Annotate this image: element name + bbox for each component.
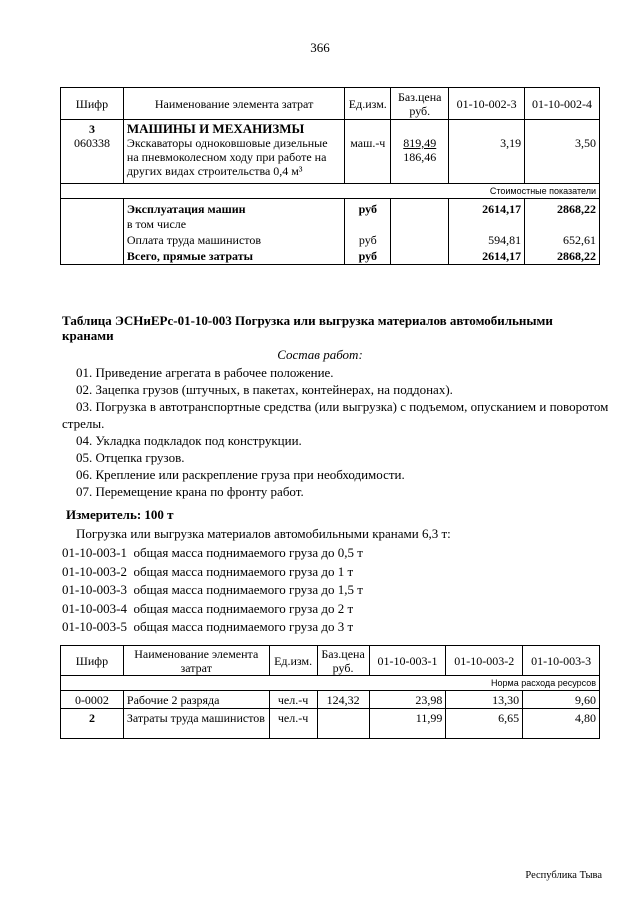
summary-row [61,199,600,217]
summary-name: Эксплуатация машин [123,199,344,217]
measure-label: Измеритель: 100 т [66,507,174,522]
price-top: 819,49 [403,136,437,150]
list-item [62,581,363,600]
summary-name: Оплата труда машинистов [123,233,344,249]
item-text: общая масса поднимаемого груза до 1,5 т [133,582,363,597]
table-caption-line-2: кранами [62,328,114,343]
col-header-price: Баз.цена руб. [391,88,449,120]
item-code: 01-10-003-1 [62,545,127,560]
col-header-unit: Ед.изм. [345,88,391,120]
summary-value-1: 2614,17 [449,199,525,217]
work-step: стрелы. [62,416,105,431]
col-header-norm-2: 01-10-003-2 [446,646,523,676]
norm-value-2: 3,50 [525,120,600,184]
resource-table-1 [60,87,600,265]
resource-name-line-2: на пневмоколесном ходу при работе на [126,150,327,164]
col-header-price: Баз.цена руб. [317,646,369,676]
section-title: МАШИНЫ И МЕХАНИЗМЫ [126,121,305,136]
composition-label: Состав работ: [277,347,363,362]
work-step: 03. Погрузка в автотранспортные средства (или выгрузка) с подъемом, опусканием и поворотом [76,399,609,414]
summary-value-2: 652,61 [525,233,600,249]
cost-caption: Стоимостные показатели [61,184,600,199]
section-code: 3 [88,122,95,136]
item-text: общая масса поднимаемого груза до 3 т [133,619,354,634]
item-code: 01-10-003-2 [62,563,127,579]
work-step: 05. Отцепка грузов. [76,450,185,465]
footer-region: Республика Тыва [525,870,602,881]
row-unit: чел.-ч [269,709,317,739]
col-header-code: Шифр [61,88,124,120]
cost-caption-row [61,184,600,199]
summary-unit: руб [345,249,391,265]
page-number: 366 [310,40,330,55]
summary-row [61,217,600,233]
row-name: Затраты труда машинистов [123,709,269,739]
row-value-3: 4,80 [523,709,600,739]
summary-row [61,249,600,265]
row-name: Рабочие 2 разряда [123,691,269,709]
table-row [61,709,600,739]
col-header-unit: Ед.изм. [269,646,317,676]
col-header-name: Наименование элемента затрат [123,646,269,676]
row-value-2: 6,65 [446,709,523,739]
summary-row [61,233,600,249]
norm-caption-row [61,676,600,691]
table2-header-row [61,646,600,676]
table-caption-line-1: Таблица ЭСНиЕРс-01-10-003 Погрузка или выгрузка материалов автомобильными [62,313,553,328]
item-text: общая масса поднимаемого груза до 2 т [133,600,354,616]
row-value-3: 9,60 [523,691,600,709]
table-row [61,691,600,709]
row-price [317,709,369,739]
summary-unit: руб [345,199,391,217]
row-value-2: 13,30 [446,691,523,709]
summary-value-1: 2614,17 [449,249,525,265]
summary-name: Всего, прямые затраты [123,249,344,265]
row-code: 0-0002 [61,691,124,709]
list-item [62,600,363,619]
item-code: 01-10-003-3 [62,582,127,597]
norm-value-1: 3,19 [449,120,525,184]
list-item [62,563,363,582]
summary-unit: руб [345,233,391,249]
summary-name: в том числе [123,217,344,233]
col-header-norm-2: 01-10-002-4 [525,88,600,120]
summary-value-2: 2868,22 [525,249,600,265]
work-steps [62,364,616,500]
col-header-name: Наименование элемента затрат [123,88,344,120]
row-code: 2 [61,709,124,739]
work-step: 07. Перемещение крана по фронту работ. [76,484,304,499]
summary-value-1: 594,81 [449,233,525,249]
work-step: 04. Укладка подкладок под конструкции. [76,433,302,448]
list-item [62,544,363,563]
item-code: 01-10-003-5 [62,619,127,634]
list-item [62,618,363,637]
work-step: 06. Крепление или раскрепление груза при необходимости. [76,467,405,482]
table1-header-row [61,88,600,120]
row-unit: чел.-ч [269,691,317,709]
resource-unit: маш.-ч [345,120,391,184]
section-intro: Погрузка или выгрузка материалов автомобильными кранами 6,3 т: [76,526,451,541]
price-bottom: 186,46 [403,150,437,164]
item-code: 01-10-003-4 [62,600,127,616]
item-text: общая масса поднимаемого груза до 0,5 т [133,545,363,560]
item-text: общая масса поднимаемого груза до 1 т [133,563,354,579]
col-header-code: Шифр [61,646,124,676]
resource-name-line-1: Экскаваторы одноковшовые дизельные [126,136,328,150]
col-header-norm-3: 01-10-003-3 [523,646,600,676]
machinery-row [61,120,600,184]
item-list [62,544,363,637]
col-header-norm-1: 01-10-002-3 [449,88,525,120]
work-step: 01. Приведение агрегата в рабочее положение. [76,365,334,380]
resource-name-line-3: других видах строительства 0,4 м³ [126,164,303,178]
col-header-norm-1: 01-10-003-1 [369,646,446,676]
resource-code: 060338 [73,136,110,150]
resource-table-2 [60,645,600,739]
row-price: 124,32 [317,691,369,709]
row-value-1: 11,99 [369,709,446,739]
row-value-1: 23,98 [369,691,446,709]
work-step: 02. Зацепка грузов (штучных, в пакетах, контейнерах, на поддонах). [76,382,453,397]
norm-caption: Норма расхода ресурсов [61,676,600,691]
summary-value-2: 2868,22 [525,199,600,217]
